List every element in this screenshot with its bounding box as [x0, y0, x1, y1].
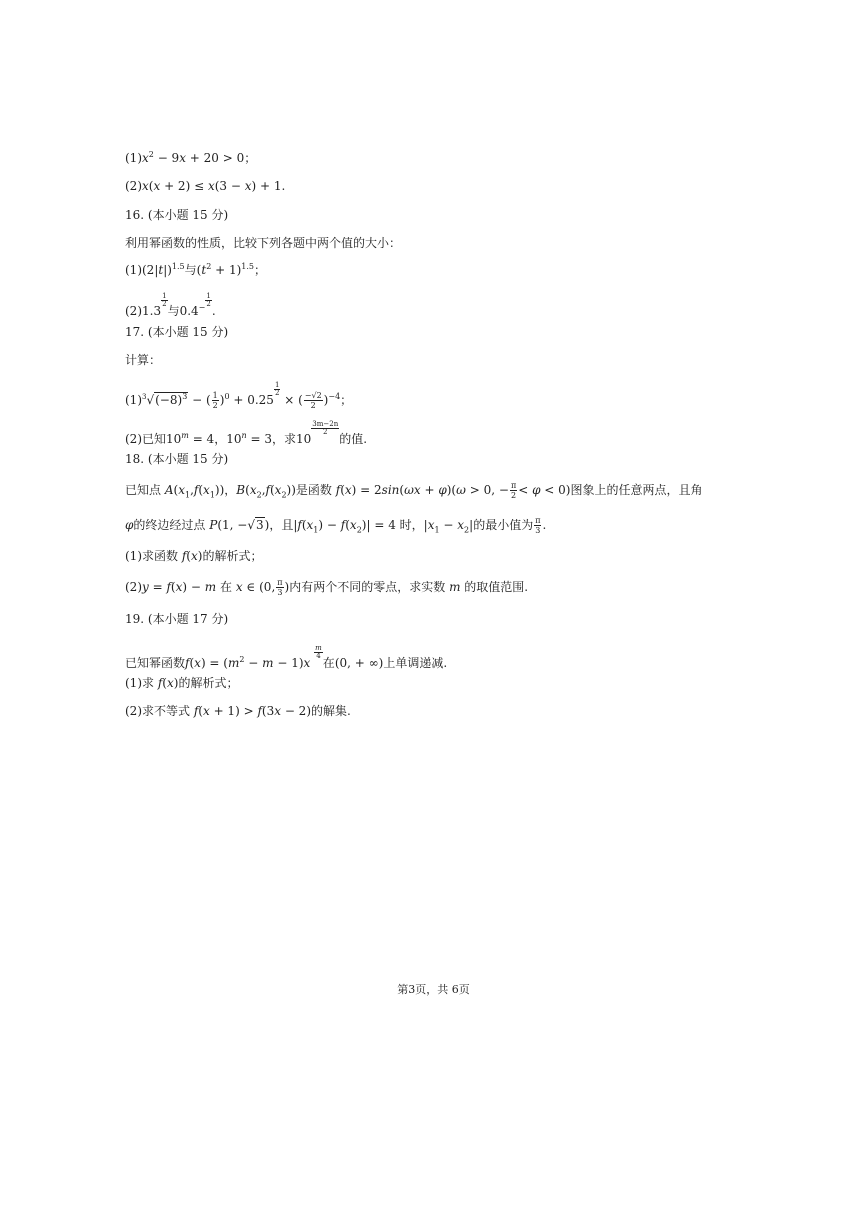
q19-part1: (1)求 f(x)的解析式；	[125, 676, 239, 690]
q17-header: 17. (本小题 15 分)	[125, 325, 229, 339]
q16-intro: 利用幂函数的性质，比较下列各题中两个值的大小：	[125, 236, 402, 250]
q16-header: 16. (本小题 15 分)	[125, 208, 229, 222]
q15-part2: (2)x(x + 2) ≤ x(3 − x) + 1.	[125, 179, 286, 193]
q17-part1: $(1)^3√(-8)^3$ − ( $\frac{1}{2}$ )$^0$ + 0.25 $\frac{1}{2}$ × ( $\frac{-√2}{2}$ )$^{-4}$；	[125, 381, 353, 410]
page-footer: 第3页，共 6页	[397, 983, 470, 996]
q17-part2: (2)已知$10^m = 4$，$10^n = 3$，求10 $\frac{3m-2n}{2}$ 的值.	[125, 420, 368, 446]
q18-stem-line2: φ的终边经过点 P(1, −√3)，且$|f(x_1) - f(x_2)| = 4$ 时，$|x_1 - x_2|$的最小值为 $\frac{\pi}{3}$ .	[125, 516, 547, 535]
q19-part2: (2)求不等式 f(x + 1) > f(3x − 2)的解集.	[125, 704, 351, 718]
q16-part1: $(1)(2|t|)^{1.5}$与$(t^2 + 1)^{1.5}$；	[125, 262, 267, 277]
q18-header: 18. (本小题 15 分)	[125, 452, 229, 466]
q18-part1: (1)求函数 f(x)的解析式；	[125, 549, 263, 563]
q19-stem: 已知幂函数$f(x) = (m^2 - m - 1)x$ $\frac{m}{4}$ 在(0, + ∞)上单调递减.	[125, 644, 448, 670]
q16-part2: (2)1.3 $\frac{1}{2}$ 与0.4− $\frac{1}{2}$ .	[125, 292, 216, 318]
q19-header: 19. (本小题 17 分)	[125, 612, 229, 626]
q18-stem-line1: 已知点 $A(x_1,f(x_1))$，$B(x_2,f(x_2))$是函数 f(x) = 2sin(ωx + φ)(ω > 0, − $\frac{\pi}{2}$ < φ < 0)图象上的任意两点，且角	[125, 481, 703, 500]
q15-part1: $(1)x^2 - 9x + 20 > 0$；	[125, 150, 257, 165]
q18-part2: (2)y = f(x) − m 在 x ∈ (0, $\frac{\pi}{3}$ )内有两个不同的零点，求实数 m 的取值范围.	[125, 578, 529, 597]
q17-intro: 计算：	[125, 353, 162, 367]
